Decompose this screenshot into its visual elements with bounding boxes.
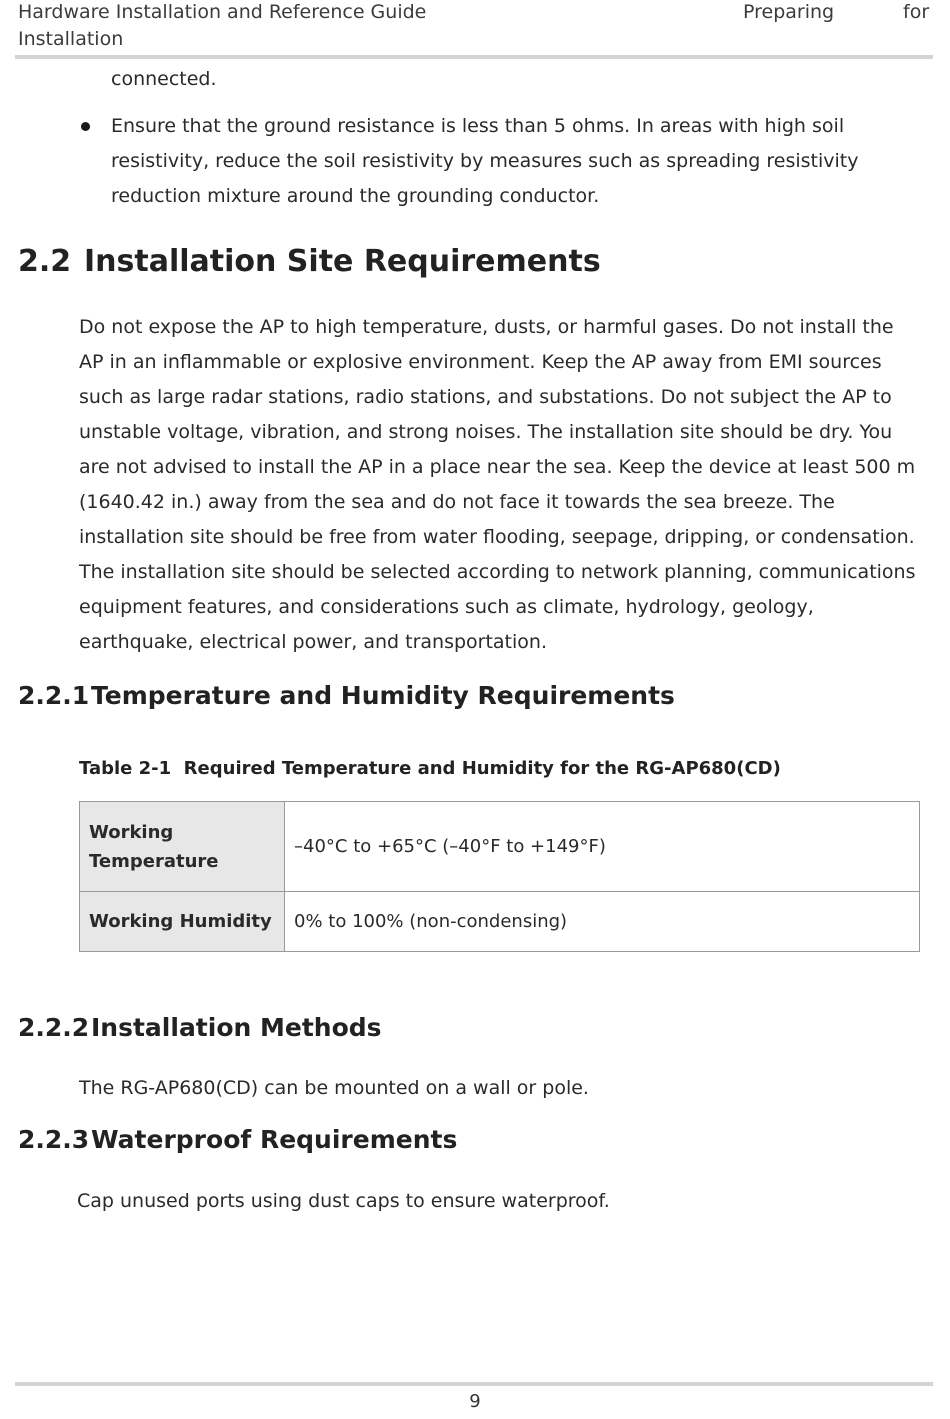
- footer-divider: [15, 1382, 933, 1386]
- header-divider: [15, 55, 933, 59]
- bullet-dot-icon: [81, 122, 90, 131]
- header-doc-title: [18, 0, 618, 53]
- table-label-cell: Working Humidity: [80, 892, 285, 952]
- section-title: Temperature and Humidity Requirements: [91, 681, 675, 710]
- header-title-line1: Hardware Installation and Reference Guide: [18, 1, 427, 23]
- section-number: 2.2.3: [18, 1125, 90, 1154]
- continued-text: connected.: [111, 68, 217, 90]
- section-2-2-3-body: Cap unused ports using dust caps to ensure waterproof.: [77, 1190, 610, 1212]
- header-title-line2: Installation: [18, 28, 124, 50]
- table-value-cell: 0% to 100% (non-condensing): [285, 892, 920, 952]
- section-number: 2.2.1: [18, 681, 90, 710]
- requirements-table: [79, 801, 920, 952]
- table-label-cell: Working Temperature: [80, 802, 285, 892]
- header-section-word1: Preparing: [743, 1, 835, 23]
- section-2-2-2-body: The RG-AP680(CD) can be mounted on a wall or pole.: [79, 1077, 589, 1099]
- section-heading-2-2-3: [18, 1124, 457, 1156]
- section-number: 2.2.2: [18, 1013, 90, 1042]
- section-number: 2.2: [18, 244, 72, 279]
- section-heading-2-2-2: [18, 1012, 382, 1044]
- table-caption: Table 2-1 Required Temperature and Humidity for the RG-AP680(CD): [79, 758, 781, 779]
- table-row: [80, 892, 920, 952]
- table-value-cell: –40°C to +65°C (–40°F to +149°F): [285, 802, 920, 892]
- header-section-word2: for: [903, 1, 930, 23]
- table-row: [80, 802, 920, 892]
- section-title: Waterproof Requirements: [91, 1125, 458, 1154]
- section-heading-2-2-1: [18, 680, 675, 712]
- section-heading-2-2: [18, 244, 601, 280]
- section-title: Installation Site Requirements: [84, 244, 601, 279]
- bullet-text: Ensure that the ground resistance is less than 5 ohms. In areas with high soil resistivity, reduce the soil resistivity by measures such as spreading resistivity reduction mixture around the grounding conductor.: [111, 115, 859, 207]
- section-2-2-body: Do not expose the AP to high temperature, dusts, or harmful gases. Do not install the AP in an inflammable or explosive environment. Keep the AP away from EMI sources such as large radar stations, radio stations, and substations. Do not subject the AP to unstable voltage, vibration, and strong noises. The installation site should be dry. You are not advised to install the AP in a place near the sea. Keep the device at least 500 m (1640.42 in.) away from the sea and do not face it towards the sea breeze. The installation site should be free from water flooding, seepage, dripping, or condensation. The installation site should be selected according to network planning, communications equipment features, and considerations such as climate, hydrology, geology, earthquake, electrical power, and transportation.: [79, 316, 916, 653]
- section-title: Installation Methods: [91, 1013, 382, 1042]
- page-number: 9: [469, 1391, 481, 1412]
